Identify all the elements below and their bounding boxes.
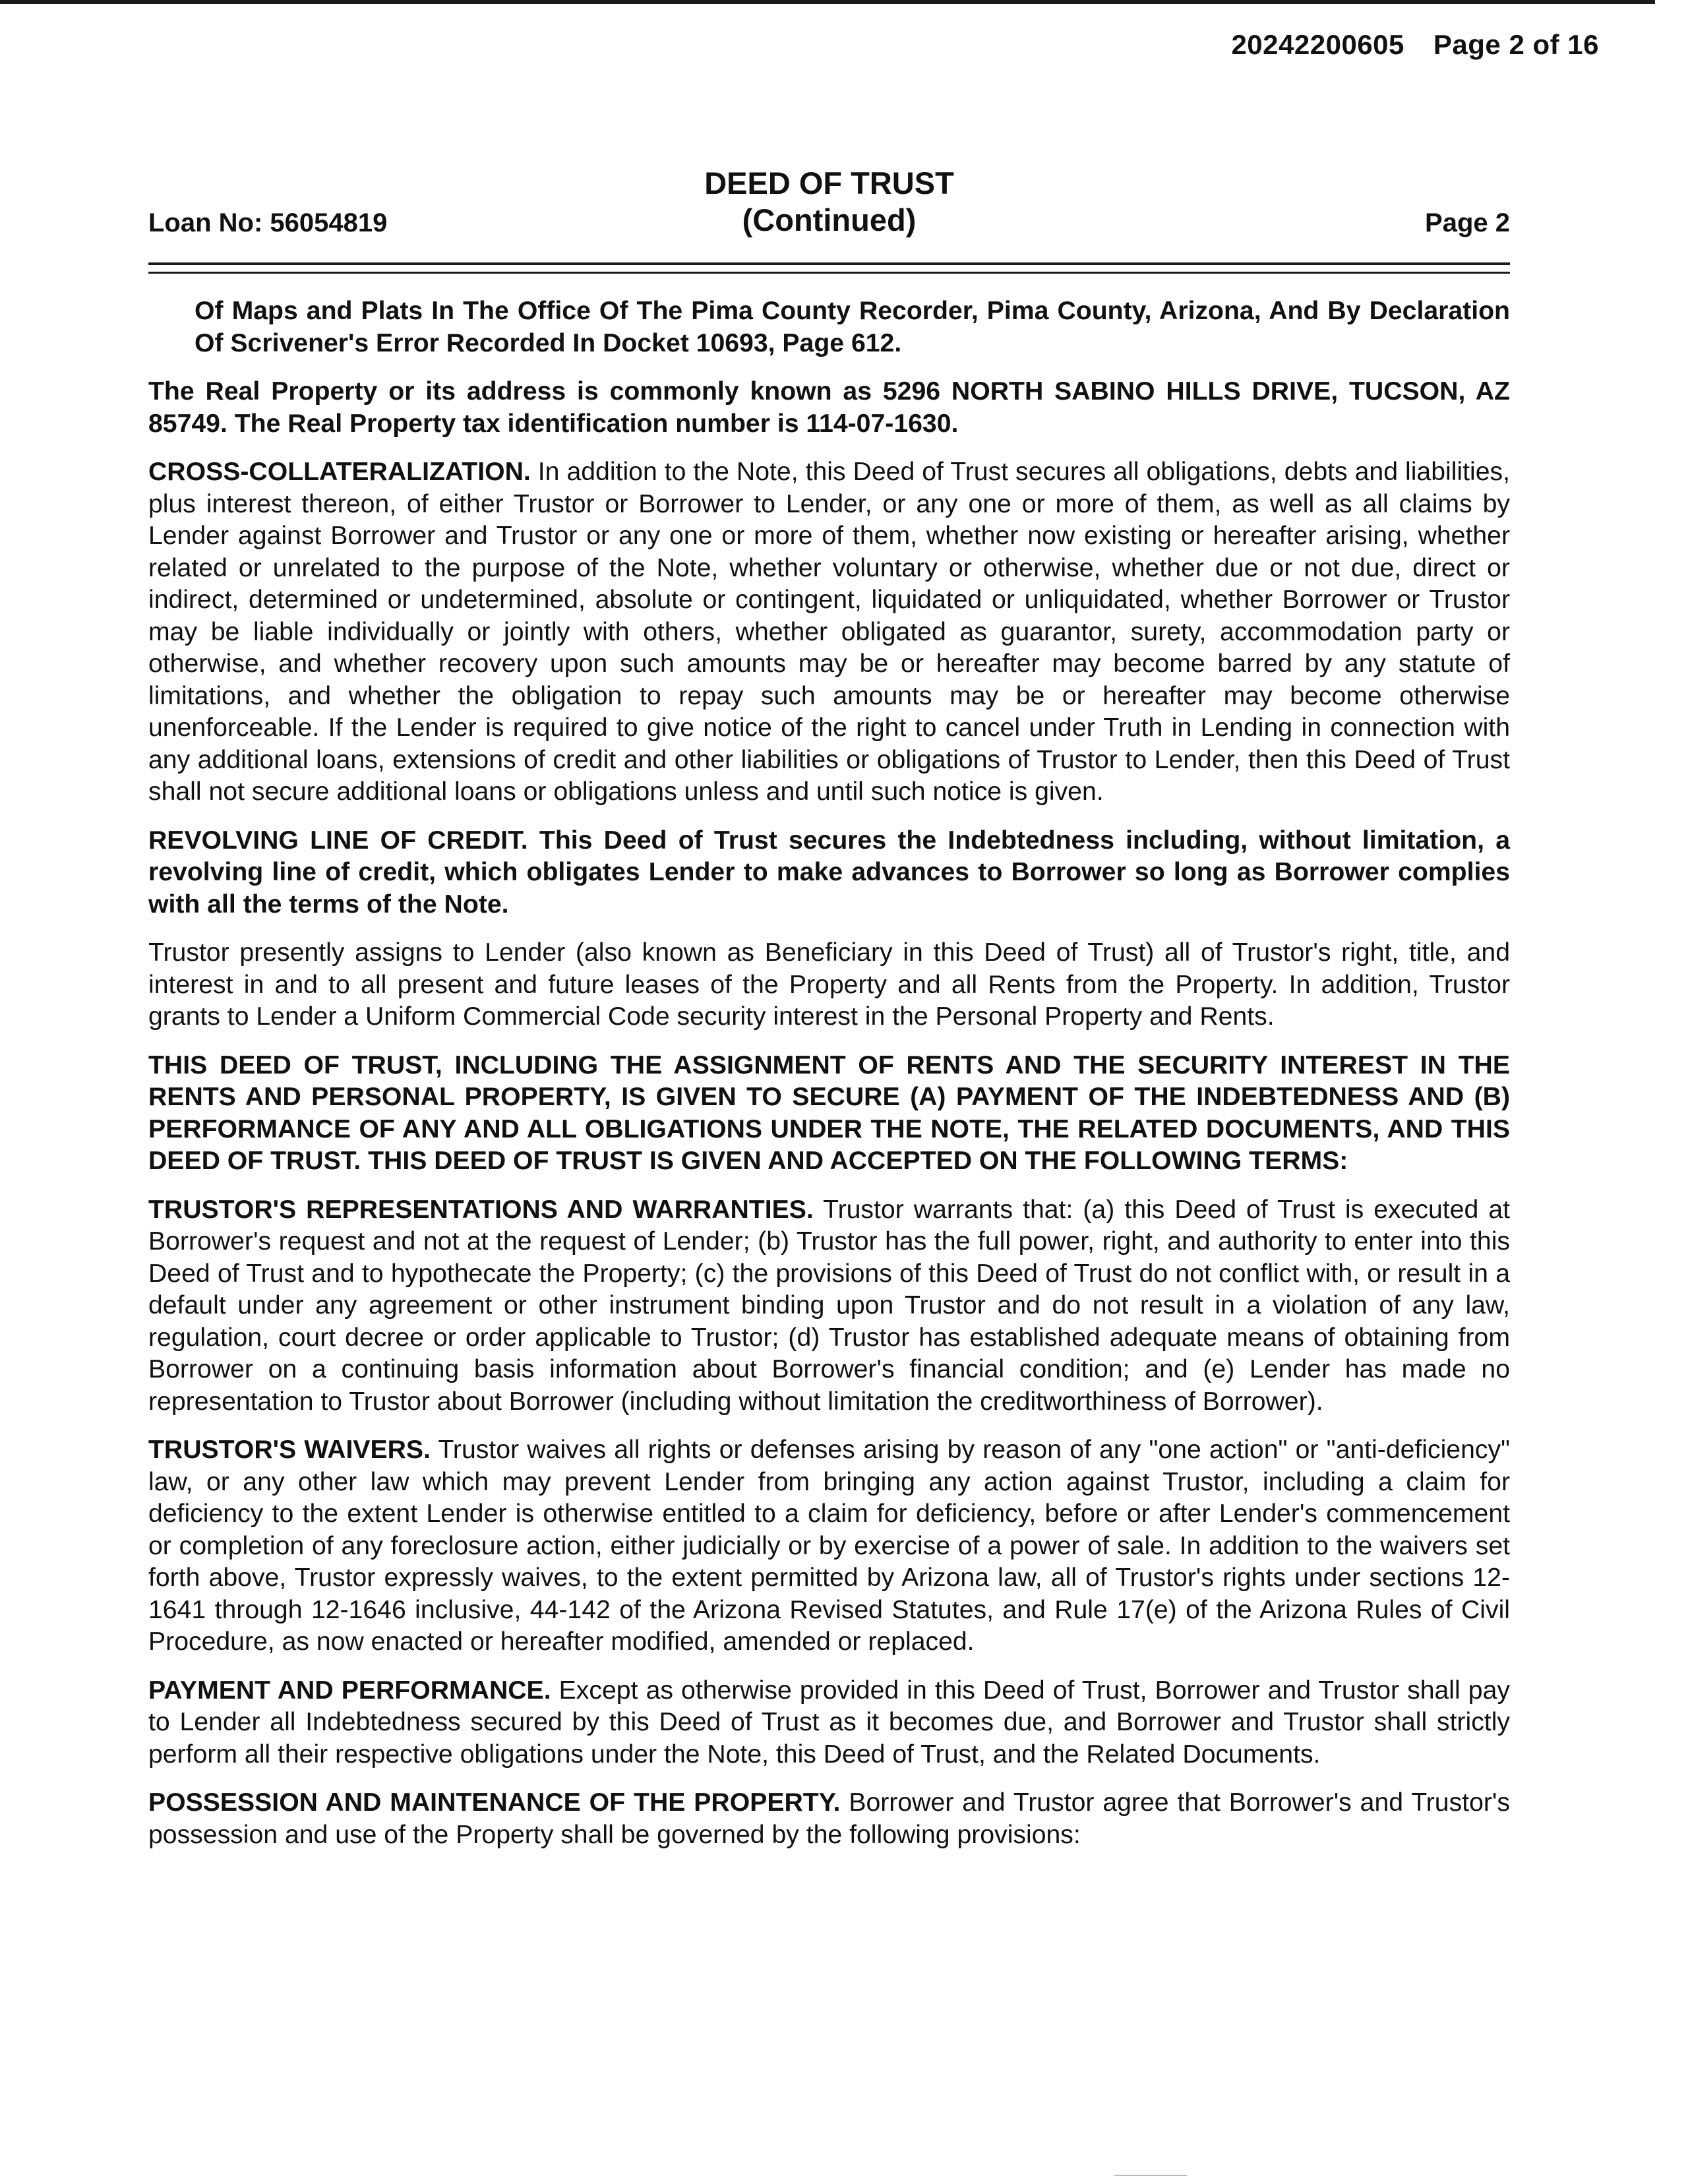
header-rule-bottom: [148, 272, 1510, 274]
revolving-line-of-credit-paragraph: REVOLVING LINE OF CREDIT. This Deed of Trust secures the Indebtedness including, without limitation, a revolving line of credit, which obligates Lender to make advances to Borrower so long as Borrower complies with all the terms of the Note.: [148, 826, 1510, 919]
document-header: [148, 165, 1510, 251]
recording-page-count: Page 2 of 16: [1433, 29, 1599, 60]
waivers-paragraph: [148, 1434, 1510, 1658]
header-rule-top: [148, 262, 1510, 265]
payment-performance-text: Except as otherwise provided in this Deed of Trust, Borrower and Trustor shall pay to Lender all Indebtedness secured by this Deed of Trust as it becomes due, and Borrower and Trustor shall strictly perform all their respective obligations under the Note, this Deed of Trust, and the Related Documents.: [148, 1676, 1510, 1769]
property-address-paragraph: The Real Property or its address is commonly known as 5296 NORTH SABINO HILLS DRIVE, TUCSON, AZ 85749. The Real Property tax identification number is 114-07-1630.: [148, 377, 1510, 438]
page-number: Page 2: [1425, 208, 1510, 237]
security-purpose-clause: THIS DEED OF TRUST, INCLUDING THE ASSIGNMENT OF RENTS AND THE SECURITY INTEREST IN THE RENTS AND PERSONAL PROPERTY, IS GIVEN TO SECURE (A) PAYMENT OF THE INDEBTEDNESS AND (B) PERFORMANCE OF ANY AND ALL OBLIGATIONS UNDER THE NOTE, THE RELATED DOCUMENTS, AND THIS DEED OF TRUST. THIS DEED OF TRUST IS GIVEN AND ACCEPTED ON THE FOLLOWING TERMS:: [148, 1050, 1510, 1175]
recording-stamp: [1231, 29, 1599, 61]
waivers-heading: TRUSTOR'S WAIVERS.: [148, 1436, 431, 1464]
loan-number: Loan No: 56054819: [148, 208, 388, 237]
representations-paragraph: [148, 1194, 1510, 1418]
assignment-paragraph: Trustor presently assigns to Lender (also known as Beneficiary in this Deed of Trust) all of Trustor's right, title, and interest in and to all present and future leases of the Property and all Rents from the Property. In addition, Trustor grants to Lender a Uniform Commercial Code security interest in the Personal Property and Rents.: [148, 938, 1510, 1031]
possession-maintenance-text: Borrower and Trustor agree that Borrower's and Trustor's possession and use of the Property shall be governed by the following provisions:: [148, 1788, 1510, 1849]
payment-performance-heading: PAYMENT AND PERFORMANCE.: [148, 1676, 551, 1705]
recording-number: 20242200605: [1231, 29, 1404, 60]
document-subtitle: (Continued): [742, 202, 917, 237]
cross-collateralization-heading: CROSS-COLLATERALIZATION.: [148, 458, 531, 486]
representations-text: Trustor warrants that: (a) this Deed of Trust is executed at Borrower's request and not at the request of Lender; (b) Trustor has the full power, right, and authority to enter into this Deed of Trust and to hypothecate the Property; (c) the provisions of this Deed of Trust do not conflict with, or result in a default under any agreement or other instrument binding upon Trustor and do not result in a violation of any law, regulation, court decree or order applicable to Trustor; (d) Trustor has established adequate means of obtaining from Borrower on a continuing basis information about Borrower's financial condition; and (e) Lender has made no representation to Trustor about Borrower (including without limitation the creditworthiness of Borrower).: [148, 1195, 1510, 1416]
document-title-block: [148, 165, 1510, 239]
representations-heading: TRUSTOR'S REPRESENTATIONS AND WARRANTIES.: [148, 1195, 814, 1224]
payment-performance-paragraph: [148, 1675, 1510, 1771]
document-title: DEED OF TRUST: [704, 166, 954, 200]
possession-maintenance-paragraph: [148, 1787, 1510, 1851]
document-body: [148, 295, 1510, 1867]
cross-collateralization-text: In addition to the Note, this Deed of Trust secures all obligations, debts and liabilities, plus interest thereon, of either Trustor or Borrower to Lender, or any one or more of them, as well as all claims by Lender against Borrower and Trustor or any one or more of them, whether now existing or hereafter arising, whether related or unrelated to the purpose of the Note, whether voluntary or otherwise, whether due or not due, direct or indirect, determined or undetermined, absolute or contingent, liquidated or unliquidated, whether Borrower or Trustor may be liable individually or jointly with others, whether obligated as guarantor, surety, accommodation party or otherwise, and whether recovery upon such amounts may be or hereafter may become barred by any statute of limitations, and whether the obligation to repay such amounts may be or hereafter may become otherwise unenforceable. If the Lender is required to give notice of the right to cancel under Truth in Lending in connection with any additional loans, extensions of credit and other liabilities or obligations of Trustor to Lender, then this Deed of Trust shall not secure additional loans or obligations unless and until such notice is given.: [148, 458, 1510, 806]
possession-maintenance-heading: POSSESSION AND MAINTENANCE OF THE PROPERTY.: [148, 1788, 841, 1817]
legal-description-continued: Of Maps and Plats In The Office Of The Pima County Recorder, Pima County, Arizona, And By Declaration Of Scrivener's Error Recorded In Docket 10693, Page 612.: [195, 297, 1510, 357]
scan-artifact-line: [1114, 2175, 1187, 2176]
scan-top-border: [0, 0, 1655, 4]
waivers-text: Trustor waives all rights or defenses arising by reason of any "one action" or "anti-deficiency" law, or any other law which may prevent Lender from bringing any action against Trustor, including a claim for deficiency to the extent Lender is otherwise entitled to a claim for deficiency, before or after Lender's commencement or completion of any foreclosure action, either judicially or by exercise of a power of sale. In addition to the waivers set forth above, Trustor expressly waives, to the extent permitted by Arizona law, all of Trustor's rights under sections 12-1641 through 12-1646 inclusive, 44-142 of the Arizona Revised Statutes, and Rule 17(e) of the Arizona Rules of Civil Procedure, as now enacted or hereafter modified, amended or replaced.: [148, 1436, 1510, 1656]
cross-collateralization-paragraph: [148, 456, 1510, 808]
